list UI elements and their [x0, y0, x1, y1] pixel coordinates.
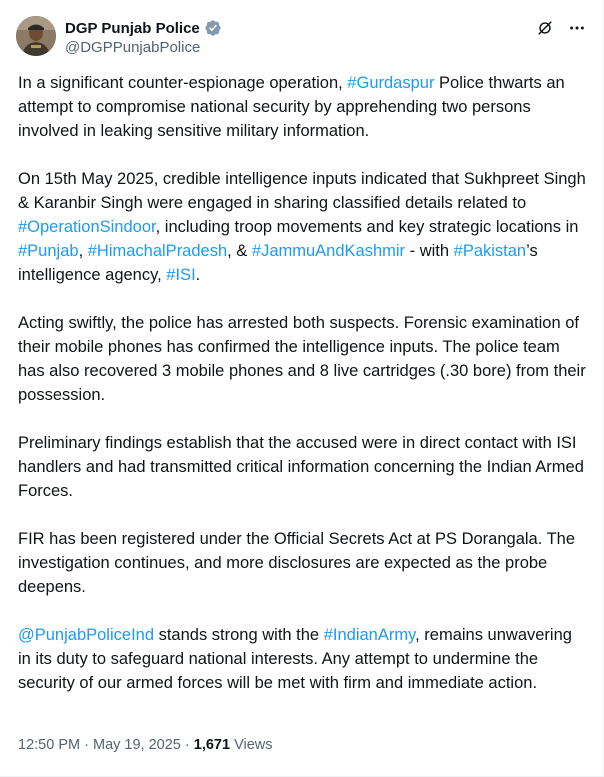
- grok-icon[interactable]: [535, 18, 555, 38]
- hashtag-link[interactable]: #Gurdaspur: [347, 74, 435, 92]
- hashtag-link[interactable]: #Pakistan: [453, 242, 527, 260]
- hashtag-link[interactable]: #ISI: [166, 266, 196, 284]
- author-names: [65, 18, 222, 56]
- tweet-text-segment: Preliminary findings establish that the accused were in direct contact with ISI handlers and had transmitted critical information concerning the Indian Armed Forces.: [18, 434, 584, 500]
- author-display-name[interactable]: DGP Punjab Police: [65, 19, 200, 37]
- views-count: 1,671: [193, 737, 231, 753]
- avatar-image: [16, 16, 56, 56]
- author-name-row: [65, 18, 222, 38]
- hashtag-link[interactable]: #JammuAndKashmir: [251, 242, 406, 260]
- tweet-text-segment: stands strong with the: [154, 626, 324, 644]
- tweet-paragraph: [18, 71, 588, 143]
- header-actions: [535, 18, 587, 38]
- tweet-text-segment: In a significant counter-espionage operation,: [18, 74, 348, 92]
- tweet-date[interactable]: May 19, 2025: [92, 737, 181, 753]
- tweet-paragraph: [18, 527, 588, 599]
- tweet-text-segment: On 15th May 2025, credible intelligence inputs indicated that Sukhpreet Singh & Karanbir Singh were engaged in sharing classified details related to: [18, 170, 586, 212]
- tweet-time[interactable]: 12:50 PM: [18, 737, 81, 753]
- hashtag-link[interactable]: #IndianArmy: [323, 626, 416, 644]
- meta-separator: ·: [184, 737, 190, 753]
- mention-link[interactable]: @PunjabPoliceInd: [18, 626, 155, 644]
- hashtag-link[interactable]: #HimachalPradesh: [87, 242, 228, 260]
- tweet-paragraph: [18, 311, 588, 407]
- author-handle[interactable]: @DGPPunjabPolice: [65, 39, 201, 56]
- tweet-text-segment: , including troop movements and key strategic locations in: [155, 218, 579, 236]
- meta-separator: ·: [84, 737, 89, 753]
- hashtag-link[interactable]: #Punjab: [18, 242, 79, 260]
- tweet-header: [16, 16, 591, 60]
- tweet-text-segment: ,: [78, 242, 88, 260]
- tweet-text-segment: Acting swiftly, the police has arrested both suspects. Forensic examination of their mobile phones has confirmed the intelligence inputs. The police team has also recovered 3 mobile phones and 8 live cartridges (.30 bore) from their possession.: [18, 314, 586, 404]
- tweet-meta: [18, 737, 273, 753]
- avatar[interactable]: [16, 16, 56, 56]
- tweet-paragraph: [18, 623, 588, 695]
- tweet-text-segment: ’s intelligence agency,: [18, 242, 538, 284]
- tweet-text-segment: Police thwarts an attempt to compromise national security by apprehending two persons involved in leaking sensitive military information.: [18, 74, 565, 140]
- tweet-text-segment: .: [195, 266, 201, 284]
- tweet-text-segment: , remains unwavering in its duty to safeguard national interests. Any attempt to undermine the security of our armed forces will be met with firm and immediate action.: [18, 626, 572, 692]
- verified-badge-icon: [204, 19, 222, 37]
- tweet-paragraph: [18, 167, 588, 287]
- tweet-paragraph: [18, 431, 588, 503]
- tweet-text-segment: , &: [227, 242, 252, 260]
- tweet-text-segment: - with: [405, 242, 454, 260]
- hashtag-link[interactable]: #OperationSindoor: [18, 218, 156, 236]
- views-label: Views: [234, 737, 273, 753]
- more-options-icon[interactable]: [567, 18, 587, 38]
- tweet-text-segment: FIR has been registered under the Official Secrets Act at PS Dorangala. The investigation continues, and more disclosures are expected as the probe deepens.: [18, 530, 576, 596]
- tweet-text: [18, 71, 588, 719]
